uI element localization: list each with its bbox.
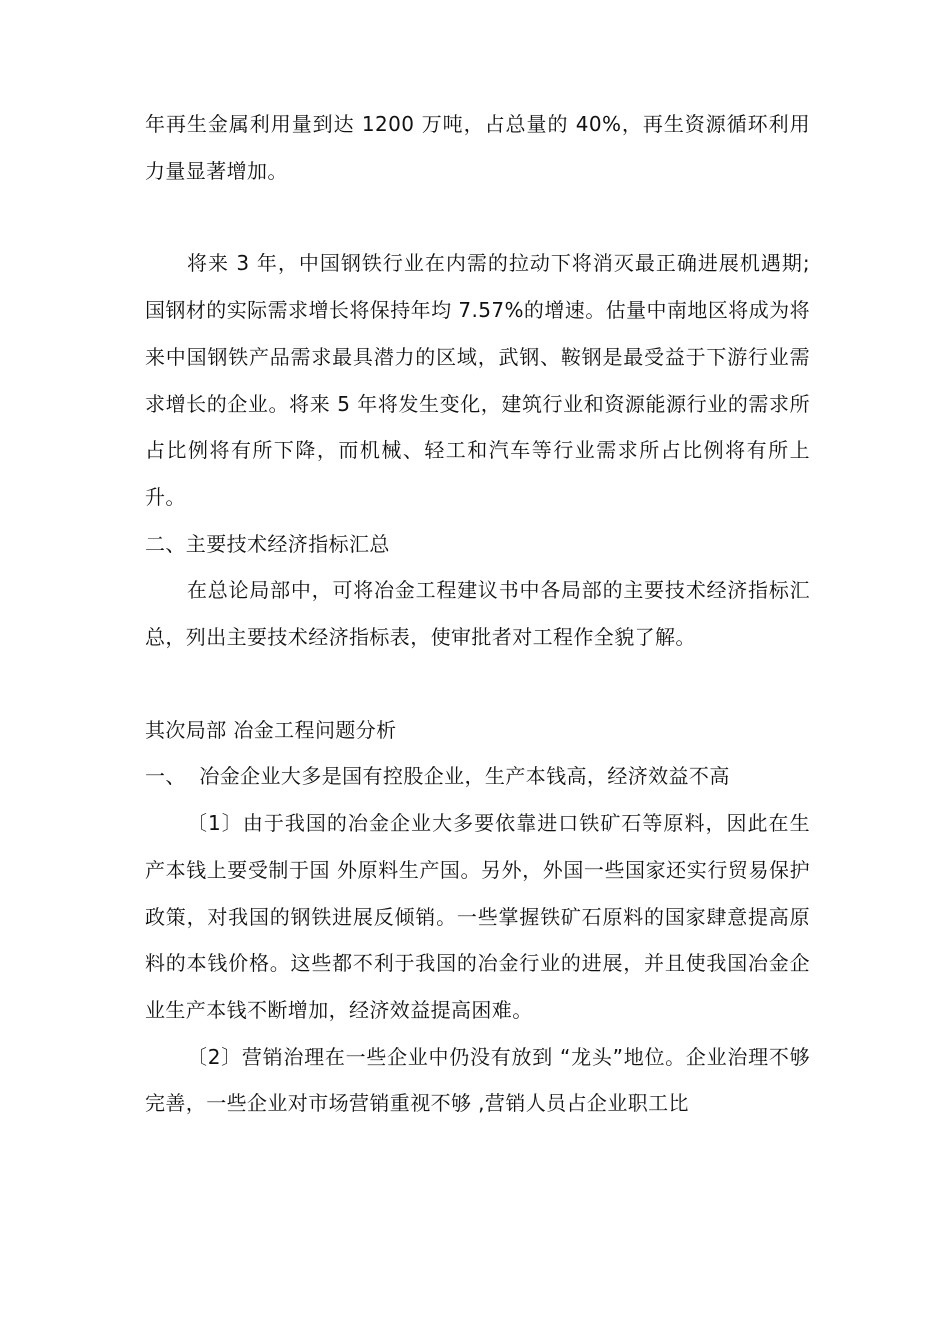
paragraph-indicators-summary: 在总论局部中，可将冶金工程建议书中各局部的主要技术经济指标汇总，列出主要技术经济指标表，使审批者对工程作全貌了解。 — [145, 578, 810, 650]
paragraph-marketing-management: 〔2〕营销治理在一些企业中仍没有放到 “龙头”地位。企业治理不够完善，一些企业对市场营销重视不够 ,营销人员占企业职工比 — [145, 1044, 810, 1116]
heading-state-owned-enterprises: 一、 冶金企业大多是国有控股企业，生产本钱高，经济效益不高 — [145, 764, 730, 789]
paragraph-steel-demand-outlook: 将来 3 年，中国钢铁行业在内需的拉动下将消灭最正确进展机遇期; 国钢材的实际需求增长将保持年均 7.57%的增速。估量中南地区将成为将来中国钢铁产品需求最具潜力的区域，武钢、鞍钢是最受益于下游行业需求增长的企业。将来 5 年将发生变化，建筑行业和资源能源行业的需求所占比例将有所下降，而机械、轻工和汽车等行业需求所占比例将有所上升。 — [145, 251, 810, 509]
document-body — [145, 101, 810, 1127]
paragraph-gap — [145, 194, 810, 240]
paragraph-recycled-metals: 年再生金属利用量到达 1200 万吨，占总量的 40%，再生资源循环利用力量显著增加。 — [145, 112, 810, 183]
heading-technical-indicators: 二、主要技术经济指标汇总 — [145, 531, 390, 556]
paragraph-gap — [145, 661, 810, 707]
paragraph-cost-issues: 〔1〕由于我国的冶金企业大多要依靠进口铁矿石等原料，因此在生产本钱上要受制于国 外原料生产国。另外，外国一些国家还实行贸易保护政策，对我国的钢铁进展反倾销。一些掌握铁矿石原料的国家肆意提高原料的本钱价格。这些都不利于我国的冶金行业的进展，并且使我国冶金企业生产本钱不断增加，经济效益提高困难。 — [145, 811, 810, 1022]
section-title: 其次局部 冶金工程问题分析 — [145, 717, 397, 742]
